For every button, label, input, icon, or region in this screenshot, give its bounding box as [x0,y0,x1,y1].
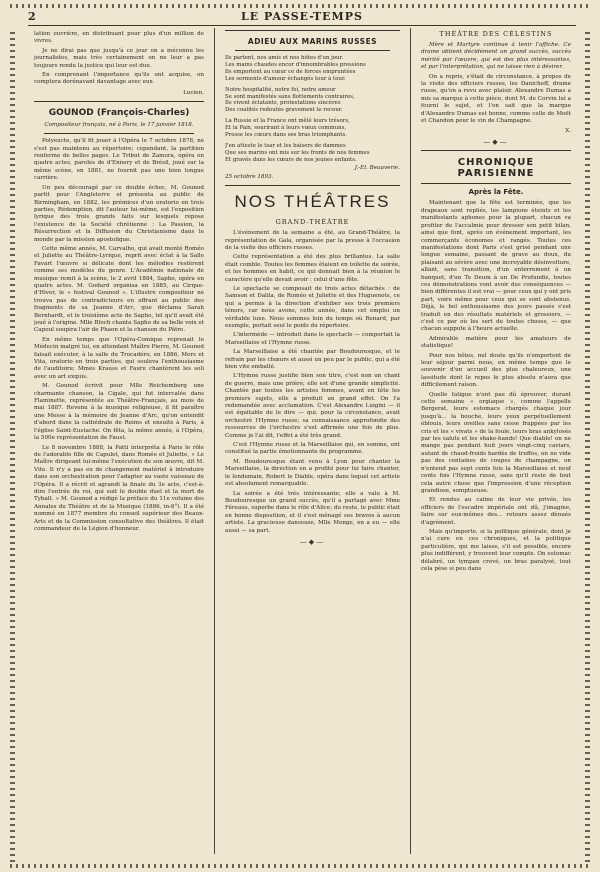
poem-line: Et gravés dans les cœurs de nos jeunes enfants. [225,156,357,163]
poem-line: Presse les cœurs dans ses bras triomphants. [225,132,347,139]
section-ornament: —◆— [483,138,509,147]
poem-line: Et la Paix, sourirant à leurs vœux communs, [225,125,347,132]
chronique-subtitle: Après la Fête. [468,188,524,197]
poem-line: Les mains chaudes encor d'innombrables pressions [225,61,366,68]
poem-line: Notre hospitalité, notre foi, notre amour [225,86,336,93]
paragraph: La soirée a été très intéressante; elle a valu à M. Boudouresque un grand succès, qu'il a partagé avec Mme Féreaus, superbe dans le rôle d'Alice; du reste, le public était en bonne disposition, et il s'est ménagé ses bravos à aucun artiste. La gracieuse danseuse, Mlle Monge, en a eu — elle aussi — sa part. [225,490,400,534]
column-2 [225,28,400,854]
poem-line: Ils emportent au cœur ce de forces empruntées [225,68,356,75]
bottom-border-ornament [10,864,590,868]
poem-line: Des coalités redoutés gravement le recour. [225,107,343,114]
column-3 [421,28,571,854]
section-rule [34,101,204,102]
paragraph: Polyeucte, qu'il fit jouer à l'Opéra le 7 octobre 1878, ne s'est pas maintenu au répertoire; cependant, la partition renferme de belles pages. Le Tribut de Zamora, opéra en quatre actes, paroles de d'Ennery et de Brésil, joué sur la même scène, en 1881, ne fournit pas une bien longue carrière. [34,138,204,182]
poem-line: La Russie et la France ont mêlé leurs trésors, [225,118,350,125]
paragraph: Mère et Martyre continue à tenir l'affiche. Ce drame obtient décidément un grand succès, succès mérité par l'œuvre, qui est des plus intéressantes, et par l'interprétation, qui ne laisse rien à désirer. [421,42,571,71]
poem-line: Se sont manifestés sans flottements contraires, [225,93,355,100]
left-border-ornament [10,28,15,862]
poem-line: J'en atteste le tsar et les baisers de dammes [225,142,346,149]
paragraph: Maintenant que la fête est terminée, que les drapeaux sont repliés, les lampions éteints et les manifestants aphones pour la plupart, chacun va profiter de l'accalmie pour dresser son petit bilan, ainsi que font, après un événement important, les commerçants économes et rangés. Toutes ces manifestations dont Paris s'est grisé pendant une longue semaine, passant de grave au doux, du plaisant au sévère avec une incroyable désinvolture, allant, sans transition, d'un enterrement à un banquet, d'un Te Deum à un De Profundis, toutes ces démonstrations vont avoir des conséquences — bien différentes il est vrai — pour ceux qui y ont pris part, voire même pour ceux qui se sont abstenus. Déjà, le bel enthousiasme des jours passés s'est traduit en des résultats matériels et grossiers, — c'est ce par où les sert de toutes choses, — que chacun suppute à l'heure actuelle. [421,200,571,333]
page-number: 2 [28,10,36,23]
poem-heading: ADIEU AUX MARINS RUSSES [247,37,378,46]
paragraph: Je ne dirai pas que jusqu'à ce jour on a méconnu les journalistes, mais très certainement on ne leur a pas toujours rendu la justice qui leur est due. [34,47,204,69]
poem-line: Ils partent, nos amis et nos hôtes d'un jour. [225,55,344,61]
section-rule [44,133,194,134]
poem-date: 25 octobre 1893. [225,173,274,180]
poem-line: Ils vivent éclatants, protestations sincères [225,100,341,107]
column-1 [34,28,204,854]
poem-line: Que ses marins ont mis sur les fronts de nos femmes [225,149,370,156]
section-rule [421,150,571,151]
section-rule [225,30,400,31]
paragraph: M. Gounod écrivit pour Mlle Reichemberg une charmante chanson, la Cigale, qui fut intercalée dans Flaminette, représentée au Théâtre-Français, au mois de mai 1887. Revenu à la musique religieuse, il fit paraître une Messe à la mémoire de Jeanne d'Arc, qu'on entendit d'abord dans la cathédrale de Reims et ensuite à Paris, à l'église Saint-Eustache. On fêta, la même année, à l'Opéra, la 500e représentation de Faust. [34,383,204,442]
paragraph: Le spectacle se composait de trois actes détachés : de Samson et Dalila, de Roméo et Juliette et des Huguenots, ce qui a permis à la direction d'exhiber ses trois premiers ténors, car nous avons, cette année, dans cet emploi un véritable luxe. Nous sommes loin du temps où Renard, par exemple, portait seul le poids du répertoire. [225,285,400,329]
section-rule [225,185,400,186]
paragraph: L'intermède — introduit dans le spectacle — comportait la Marseillaise et l'Hymne russe. [225,332,400,346]
section-rule [421,183,571,184]
gounod-heading: GOUNOD (François-Charles) [48,107,190,118]
paragraph: Mais qu'importe, si la politique générale, dont je n'ai cure en ces chroniques, et la politique particulière, qui me laisse, s'il est possible, encore plus indifférent, y trouvent leur compte. On estomac délabré, un tympan crevé, un bras paralysé, tout cela pèse si peu dans [421,528,571,572]
paragraph: Quelle fatigue n'ont pas dû éprouver, durant cette semaine « orgiaque », comme l'appelle Bergerat, leurs estomacs chargés chaque jour jusqu'à... la bouche, leurs yeux perpétuellement éblouis, leurs oreilles sans cesse frappées par les cris et les « vivats » de la foule, leurs bras ankylosés par les saluts et les shake-hands! Que diable! on ne mange pas pendant huit jours vingt-cinq caviars, autant de chaud-froids bardés de truffes, on ne vide pas des centaines de coupes de champagne, on n'entend pas sept cents fois la Marseillaise et neuf cents fois l'Hymne russe, sans qu'il reste de tout cela autre chose que l'impression d'une réception grandiose, somptueuse. [421,391,571,494]
signature: Lucien. [183,89,204,96]
right-border-ornament [585,28,590,862]
column-divider-2 [410,28,411,854]
newspaper-title: LE PASSE-TEMPS [241,10,363,23]
paragraph: C'est l'Hymne russe et la Marseillaise qui, en somme, ont constitué la partie émotionnante du programme. [225,442,400,456]
paragraph: Cette représentation a été des plus brillantes. La salle était comble. Toutes les femmes étaient en toilette de soirée, et les hommes en habit, ce qui donnait bien à la réunion le caractère qu'elle devait avoir : celui d'une fête. [225,254,400,283]
paragraph: Et rendus au calme de leur vie privée, les officiers de l'escadre impériale ont dû, j'imagine, faire sur eux-mêmes des... retours assez dénués d'agrément. [421,497,571,526]
chronique-heading: CHRONIQUE PARISIENNE [457,157,535,180]
poem [225,55,400,164]
theatres-heading: NOS THÉÂTRES [234,192,391,212]
poem-line: Les serments d'amour échangés tour à tour. [225,75,346,82]
paragraph: Cette même année, M. Carvalho, qui avait monté Roméo et Juliette au Théâtre-Lyrique, reprit avec éclat à la Salle Favart l'œuvre si délicate dont les mélodies restèrent comme ses modèles du genre. L'Académie nationale de musique remit à la scène, le 2 avril 1884, Sapho, opéra en quatre actes. M. Godard organisa en 1885, au Cirque-d'Hiver, le « festival Gounod ». L'illustre compositeur ne trouva pas de contradicteurs en offrant au public des fragments de sa Jeanne d'Arc, que déclama Sarah Bernhardt, et le troisième acte de Sapho, tel qu'il avait été joué à l'origine. Mlle Bloch chanta Sapho de sa belle voix et Capoul soupira l'air de Phaon et la chanson du Pâtre. [34,245,204,334]
page-header [28,10,576,26]
paragraph: Pour nos hôtes, nul doute qu'ils n'emportent de leur séjour parmi nous, en même temps que le souvenir d'un accueil des plus chaleureux, une lassitude dont le repos le plus absolu n'aura que difficilement raison. [421,352,571,389]
end-ornament: —◆— [299,537,326,546]
paragraph: La Marseillaise a été chantée par Boudouresque, et le refrain par les chœurs et aussi un peu par le public, qui a été bien vite emballé. [225,349,400,370]
paragraph: On a repris, s'était de circonstance, à propos de la visite des officiers russes, les Danicheff, drame russe, qu'on a revu avec plaisir. Alexandre Dumas a mis sa marque à cette pièce, dont M. de Corvin lui a fourni le sujet, et l'on sait que la marque d'Alexandre Dumas est bonne, comme celle de Moët et Chandon pour le vin de Champagne. [421,73,571,125]
paragraph: L'événement de la semaine a été, au Grand-Théâtre, la représentation de Gala, organisée par la presse à l'occasion de la visite des officiers russes. [225,230,400,251]
celestins-heading: THÉÂTRE DES CÉLESTINS [439,30,553,38]
column-divider-1 [214,28,215,854]
top-border-ornament [10,4,590,8]
paragraph: En comprenant l'importance qu'ils ont acquise, on comptera dorénavant davantage avec eux. [34,72,204,86]
paragraph: En même temps que l'Opéra-Comique reprenait le Médecin malgré lui, en attendant Maître Pierre, M. Gounod faisait exécuter, à la salle du Trocadéro, en 1886, Mors et Vita, oratorio en trois parties, qui souleva l'enthousiasme de l'auditoire; Mmes Krauss et Faure chantèrent les soli avec un art exquis. [34,336,204,380]
gounod-subtitle: Compositeur français, né à Paris, le 17 janvier 1818. [44,121,194,128]
header-rule [28,25,576,26]
paragraph: Le 8 novembre 1888, la Patti interpréta à Paris le rôle de l'adorable fille de Capulet, dans Roméo et Juliette, « Le Maître dirigeant lui-même l'exécution de son œuvre, dit M. Vite. Il n'y a pas eu de changement matériel à introduire dans son orchestration pour l'adapter au vaste vaisseau de l'Opéra. Il a récrit et agrandi la finale du 3e acte, c'est-à-dire l'entrée du roi, qui suit le double duel et la mort de Tybalt. » M. Gounod a rédigé la préface du 11e volume des Annales du Théâtre et de la Musique (1886, in-8°). Il a été nommé en 1877 membre du conseil supérieur des Beaux-Arts et de la Commission consultative des théâtres. Il était commandeur de la Légion d'honneur. [34,444,204,532]
grand-theatre-heading: GRAND-THÉÂTRE [275,218,350,227]
paragraph: Admirable matière pour les amateurs de statistique! [421,335,571,350]
poem-signature: J.-El. Beauverie. [354,164,400,171]
paragraph: lation ouvrière, en distribuant pour plus d'un million de vivres. [34,31,204,45]
signature: X. [565,128,571,135]
paragraph: M. Boudouresque étant venu à Lyon pour chanter la Marseillaise, la direction en a profité pour lui faire chanter, le lendemain, Robert le Diable, opéra dans lequel cet artiste est absolument remarquable. [225,458,400,488]
section-rule [235,50,390,51]
paragraph: Un peu découragé par ce double échec, M. Gounod partit pour l'Angleterre et présenta au public de Birmingham, en 1882, les prémices d'un oratorio en trois parties, Rédemption, dit l'auteur lui-même, est l'exposition lyrique des trois grands faits sur lesquels repose l'existence de la Société chrétienne : La Passion, la Résurrection et la Diffusion du Christianisme dans le monde par la mission apostolique. [34,184,204,243]
paragraph: L'Hymne russe justifie bien son titre, c'est non un chant de guerre, mais une prière; elle est d'une grande simplicité. Chantée par toutes les artistes femmes, avant en tête les premiers sujets, elle a produit un grand effet. On l'a redemandée avec acclamation. C'est Alexandre Luigini — il est équitable de le dire — qui, pour la circonstance, avait orchestré l'Hymne russe; sa connaissance approfondie des ressources de l'orchestre s'est affirmée une fois de plus. Comme je l'ai dit, l'effet a été très grand. [225,373,400,439]
